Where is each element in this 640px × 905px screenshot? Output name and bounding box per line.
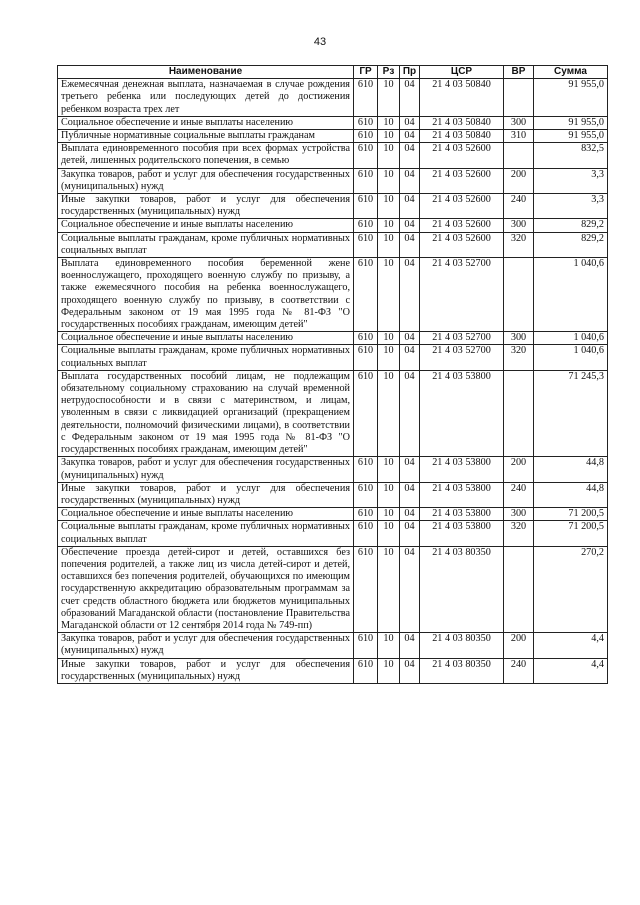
cell-csr: 21 4 03 50840 [420, 79, 504, 117]
cell-rz: 10 [378, 658, 400, 683]
cell-sum: 91 955,0 [534, 116, 608, 129]
page-number: 43 [313, 36, 327, 48]
cell-vr: 240 [504, 194, 534, 219]
cell-gr: 610 [354, 457, 378, 482]
cell-name: Закупка товаров, работ и услуг для обеспечения государственных (муниципальных) нужд [58, 633, 354, 658]
cell-sum: 3,3 [534, 194, 608, 219]
cell-pr: 04 [400, 457, 420, 482]
cell-gr: 610 [354, 130, 378, 143]
cell-csr: 21 4 03 52600 [420, 219, 504, 232]
cell-sum: 832,5 [534, 143, 608, 168]
cell-gr: 610 [354, 658, 378, 683]
cell-pr: 04 [400, 258, 420, 332]
cell-vr: 200 [504, 168, 534, 193]
cell-name: Социальные выплаты гражданам, кроме публичных нормативных социальных выплат [58, 345, 354, 370]
cell-pr: 04 [400, 116, 420, 129]
cell-gr: 610 [354, 258, 378, 332]
cell-name: Социальные выплаты гражданам, кроме публичных нормативных социальных выплат [58, 232, 354, 257]
cell-sum: 1 040,6 [534, 345, 608, 370]
cell-pr: 04 [400, 219, 420, 232]
cell-csr: 21 4 03 52700 [420, 332, 504, 345]
header-pr: Пр [400, 66, 420, 79]
budget-table [57, 65, 608, 684]
cell-vr: 320 [504, 232, 534, 257]
table-row [58, 457, 608, 482]
cell-vr: 240 [504, 482, 534, 507]
cell-gr: 610 [354, 482, 378, 507]
cell-name: Иные закупки товаров, работ и услуг для обеспечения государственных (муниципальных) нужд [58, 194, 354, 219]
table-row [58, 521, 608, 546]
table-row [58, 130, 608, 143]
cell-name: Ежемесячная денежная выплата, назначаемая в случае рождения третьего ребенка или последующих детей до достижения ребенком возраста трех лет [58, 79, 354, 117]
cell-rz: 10 [378, 219, 400, 232]
cell-csr: 21 4 03 52700 [420, 345, 504, 370]
cell-name: Закупка товаров, работ и услуг для обеспечения государственных (муниципальных) нужд [58, 457, 354, 482]
cell-sum: 44,8 [534, 482, 608, 507]
header-vr: ВР [504, 66, 534, 79]
cell-rz: 10 [378, 457, 400, 482]
table-row [58, 143, 608, 168]
cell-csr: 21 4 03 52600 [420, 143, 504, 168]
cell-csr: 21 4 03 53800 [420, 457, 504, 482]
cell-vr: 300 [504, 116, 534, 129]
header-name: Наименование [58, 66, 354, 79]
cell-csr: 21 4 03 53800 [420, 482, 504, 507]
cell-gr: 610 [354, 332, 378, 345]
cell-rz: 10 [378, 258, 400, 332]
cell-gr: 610 [354, 345, 378, 370]
header-sum: Сумма [534, 66, 608, 79]
cell-csr: 21 4 03 52600 [420, 194, 504, 219]
cell-name: Публичные нормативные социальные выплаты гражданам [58, 130, 354, 143]
cell-pr: 04 [400, 546, 420, 632]
cell-rz: 10 [378, 482, 400, 507]
cell-name: Социальное обеспечение и иные выплаты населению [58, 508, 354, 521]
cell-sum: 71 245,3 [534, 370, 608, 456]
cell-vr: 300 [504, 508, 534, 521]
table-body [58, 79, 608, 684]
cell-vr: 320 [504, 345, 534, 370]
cell-pr: 04 [400, 232, 420, 257]
table-row [58, 258, 608, 332]
cell-rz: 10 [378, 370, 400, 456]
cell-sum: 1 040,6 [534, 258, 608, 332]
table-header-row [58, 66, 608, 79]
cell-sum: 1 040,6 [534, 332, 608, 345]
table-row [58, 370, 608, 456]
cell-gr: 610 [354, 521, 378, 546]
header-rz: Рз [378, 66, 400, 79]
cell-name: Выплата единовременного пособия при всех формах устройства детей, лишенных родительского попечения, в семью [58, 143, 354, 168]
cell-rz: 10 [378, 345, 400, 370]
cell-gr: 610 [354, 508, 378, 521]
cell-csr: 21 4 03 53800 [420, 508, 504, 521]
table-row [58, 332, 608, 345]
header-csr: ЦСР [420, 66, 504, 79]
cell-rz: 10 [378, 143, 400, 168]
cell-pr: 04 [400, 332, 420, 345]
cell-rz: 10 [378, 194, 400, 219]
cell-sum: 91 955,0 [534, 130, 608, 143]
cell-rz: 10 [378, 116, 400, 129]
cell-name: Социальное обеспечение и иные выплаты населению [58, 219, 354, 232]
cell-csr: 21 4 03 80350 [420, 546, 504, 632]
cell-sum: 44,8 [534, 457, 608, 482]
cell-gr: 610 [354, 194, 378, 219]
cell-gr: 610 [354, 633, 378, 658]
cell-pr: 04 [400, 482, 420, 507]
cell-gr: 610 [354, 168, 378, 193]
cell-pr: 04 [400, 508, 420, 521]
cell-csr: 21 4 03 80350 [420, 633, 504, 658]
cell-name: Иные закупки товаров, работ и услуг для обеспечения государственных (муниципальных) нужд [58, 482, 354, 507]
cell-sum: 4,4 [534, 633, 608, 658]
cell-vr [504, 258, 534, 332]
cell-csr: 21 4 03 53800 [420, 370, 504, 456]
cell-name: Социальное обеспечение и иные выплаты населению [58, 332, 354, 345]
cell-vr: 310 [504, 130, 534, 143]
cell-gr: 610 [354, 232, 378, 257]
table-row [58, 633, 608, 658]
cell-pr: 04 [400, 658, 420, 683]
cell-gr: 610 [354, 546, 378, 632]
cell-csr: 21 4 03 50840 [420, 130, 504, 143]
cell-pr: 04 [400, 130, 420, 143]
cell-gr: 610 [354, 79, 378, 117]
cell-vr: 300 [504, 332, 534, 345]
cell-rz: 10 [378, 633, 400, 658]
cell-csr: 21 4 03 53800 [420, 521, 504, 546]
cell-rz: 10 [378, 546, 400, 632]
cell-pr: 04 [400, 168, 420, 193]
table-row [58, 116, 608, 129]
cell-name: Закупка товаров, работ и услуг для обеспечения государственных (муниципальных) нужд [58, 168, 354, 193]
cell-csr: 21 4 03 50840 [420, 116, 504, 129]
cell-name: Выплата единовременного пособия беременной жене военнослужащего, проходящего военную службу по призыву, а также ежемесячного пособия на ребенка военнослужащего, проходящего военную службу по призыву, в соответствии с Федеральным законом от 19 мая 1995 года № 81-ФЗ "О государственных пособиях гражданам, имеющим детей" [58, 258, 354, 332]
cell-rz: 10 [378, 232, 400, 257]
cell-name: Выплата государственных пособий лицам, не подлежащим обязательному социальному страхованию на случай временной нетрудоспособности и в связи с материнством, и лицам, уволенным в связи с ликвидацией организаций (прекращением деятельности, полномочий физическими лицами), в соответствии с Федеральным законом от 19 мая 1995 года № 81-ФЗ "О государственных пособиях гражданам, имеющим детей" [58, 370, 354, 456]
cell-vr: 320 [504, 521, 534, 546]
cell-name: Социальное обеспечение и иные выплаты населению [58, 116, 354, 129]
cell-rz: 10 [378, 521, 400, 546]
cell-pr: 04 [400, 370, 420, 456]
table-row [58, 168, 608, 193]
cell-sum: 4,4 [534, 658, 608, 683]
cell-name: Иные закупки товаров, работ и услуг для обеспечения государственных (муниципальных) нужд [58, 658, 354, 683]
cell-vr [504, 79, 534, 117]
cell-name: Обеспечение проезда детей-сирот и детей, оставшихся без попечения родителей, а также лиц из числа детей-сирот и детей, оставшихся без попечения родителей, обучающихся по имеющим государственную аккредитацию образовательным программам за счет средств областного бюджета или бюджетов муниципальных образований Магаданской области (постановление Правительства Магаданской области от 12 сентября 2014 года № 749-пп) [58, 546, 354, 632]
cell-csr: 21 4 03 80350 [420, 658, 504, 683]
table-row [58, 345, 608, 370]
cell-vr: 200 [504, 457, 534, 482]
table-row [58, 482, 608, 507]
cell-gr: 610 [354, 219, 378, 232]
cell-vr [504, 546, 534, 632]
table-row [58, 508, 608, 521]
table-row [58, 546, 608, 632]
cell-rz: 10 [378, 130, 400, 143]
cell-rz: 10 [378, 168, 400, 193]
cell-rz: 10 [378, 79, 400, 117]
cell-csr: 21 4 03 52600 [420, 232, 504, 257]
cell-name: Социальные выплаты гражданам, кроме публичных нормативных социальных выплат [58, 521, 354, 546]
cell-sum: 829,2 [534, 219, 608, 232]
table-row [58, 232, 608, 257]
table-row [58, 194, 608, 219]
cell-rz: 10 [378, 508, 400, 521]
cell-csr: 21 4 03 52700 [420, 258, 504, 332]
cell-gr: 610 [354, 116, 378, 129]
cell-pr: 04 [400, 345, 420, 370]
cell-pr: 04 [400, 633, 420, 658]
cell-sum: 71 200,5 [534, 521, 608, 546]
cell-sum: 71 200,5 [534, 508, 608, 521]
cell-pr: 04 [400, 194, 420, 219]
cell-gr: 610 [354, 143, 378, 168]
cell-gr: 610 [354, 370, 378, 456]
cell-vr: 240 [504, 658, 534, 683]
cell-vr: 200 [504, 633, 534, 658]
cell-vr [504, 143, 534, 168]
cell-csr: 21 4 03 52600 [420, 168, 504, 193]
cell-sum: 270,2 [534, 546, 608, 632]
cell-rz: 10 [378, 332, 400, 345]
cell-vr [504, 370, 534, 456]
cell-sum: 829,2 [534, 232, 608, 257]
cell-vr: 300 [504, 219, 534, 232]
table-row [58, 219, 608, 232]
cell-sum: 3,3 [534, 168, 608, 193]
cell-sum: 91 955,0 [534, 79, 608, 117]
cell-pr: 04 [400, 143, 420, 168]
cell-pr: 04 [400, 79, 420, 117]
cell-pr: 04 [400, 521, 420, 546]
header-gr: ГР [354, 66, 378, 79]
table-row [58, 658, 608, 683]
table-row [58, 79, 608, 117]
